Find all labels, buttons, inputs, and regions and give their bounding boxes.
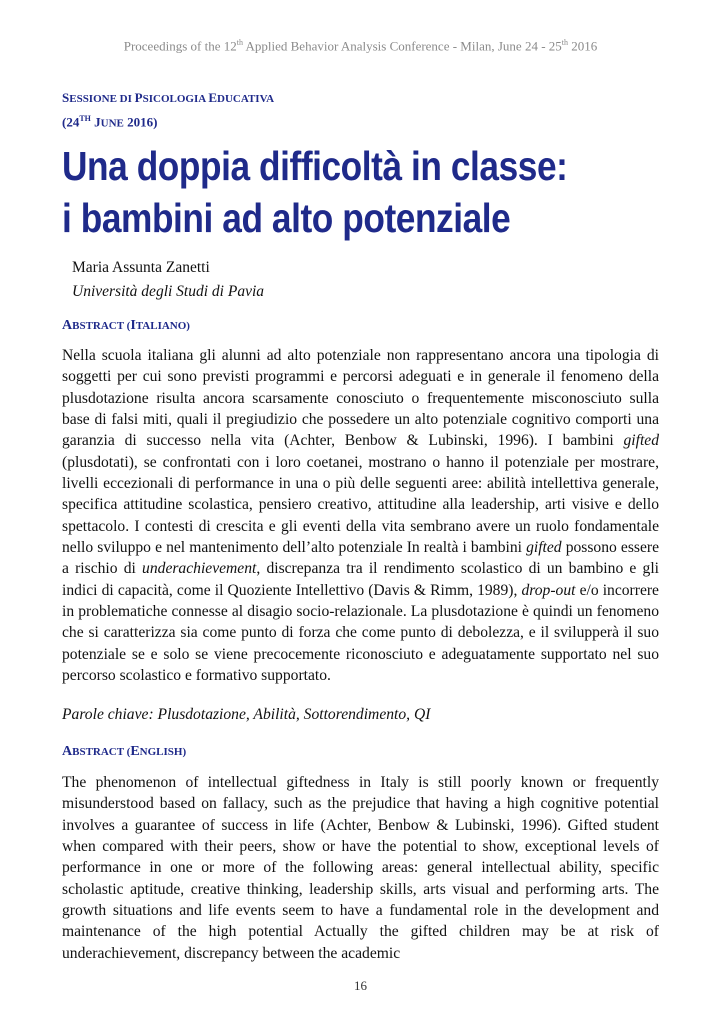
author-name: Maria Assunta Zanetti (72, 259, 210, 276)
session-label (62, 88, 274, 133)
paper-title (62, 140, 681, 244)
keywords: Parole chiave: Plusdotazione, Abilità, Sottorendimento, QI (62, 706, 431, 723)
page-number: 16 (354, 978, 367, 993)
title-line-2: i bambini ad alto potenziale (62, 195, 511, 241)
title-line-1: Una doppia difficoltà in classe: (62, 143, 568, 189)
abstract-italian-heading: ABSTRACT (ITALIANO) (62, 318, 190, 333)
session-date: (24TH JUNE 2016) (62, 114, 158, 130)
author-affiliation: Università degli Studi di Pavia (72, 283, 265, 300)
abstract-english-heading: ABSTRACT (ENGLISH) (62, 744, 187, 759)
abstract-italian-text: Nella scuola italiana gli alunni ad alto potenziale non rappresentano ancora una tipologia di soggetti per cui sono previsti programmi e percorsi adeguati e in generale il fenomeno della plusdotazione risulta ancora scarsamente conosciuto o frequentemente misconosciuto sulla base di falsi miti, quali il pregiudizio che possedere un alto potenziale cognitivo comporti una garanzia di successo nella vita (Achter, Benbow & Lubinski, 1996). I bambini gifted (plusdotati), se confrontati con i loro coetanei, mostrano o hanno il potenziale per mostrare, livelli eccezionali di performance in una o più delle seguenti aree: abilità intellettiva generale, specifica attitudine scolastica, pensiero creativo, attitudine alla leadership, arti visive e dello spettacolo. I contesti di crescita e gli eventi della vita sembrano avere un ruolo fondamentale nello sviluppo e nel mantenimento dell’alto potenziale In realtà i bambini gifted possono essere a rischio di underachievement, discrepanza tra il rendimento scolastico di un bambino e gli indici di capacità, come il Quoziente Intellettivo (Davis & Rimm, 1989), drop-out e/o incorrere in problematiche connesse al disagio socio-relazionale. La plusdotazione è quindi un fenomeno che si caratterizza sia come punto di forza che come punto di debolezza, e il svilupperà il suo potenziale se e solo se viene precocemente riconosciuto e adeguatamente supportato nel suo percorso scolastico e formativo supportato. (62, 347, 659, 685)
session-name: SESSIONE DI PSICOLOGIA EDUCATIVA (62, 90, 275, 105)
author-block (72, 256, 264, 304)
running-header: Proceedings of the 12th Applied Behavior Analysis Conference - Milan, June 24 - 25th 2016 (123, 38, 598, 54)
abstract-english-text: The phenomenon of intellectual giftedness in Italy is still poorly known or frequently misunderstood based on fallacy, such as the prejudice that having a high cognitive potential involves a guarantee of success in life (Achter, Benbow & Lubinski, 1996). Gifted student when compared with their peers, show or have the potential to show, exceptional levels of performance in one or more of the following areas: general intellectual ability, specific scholastic aptitude, creative thinking, leadership skills, arts visual and performing arts. The growth situations and life events seem to have a fundamental role in the development and maintenance of the high potential Actually the gifted children may be at risk of underachievement, discrepancy between the academic (62, 774, 659, 962)
